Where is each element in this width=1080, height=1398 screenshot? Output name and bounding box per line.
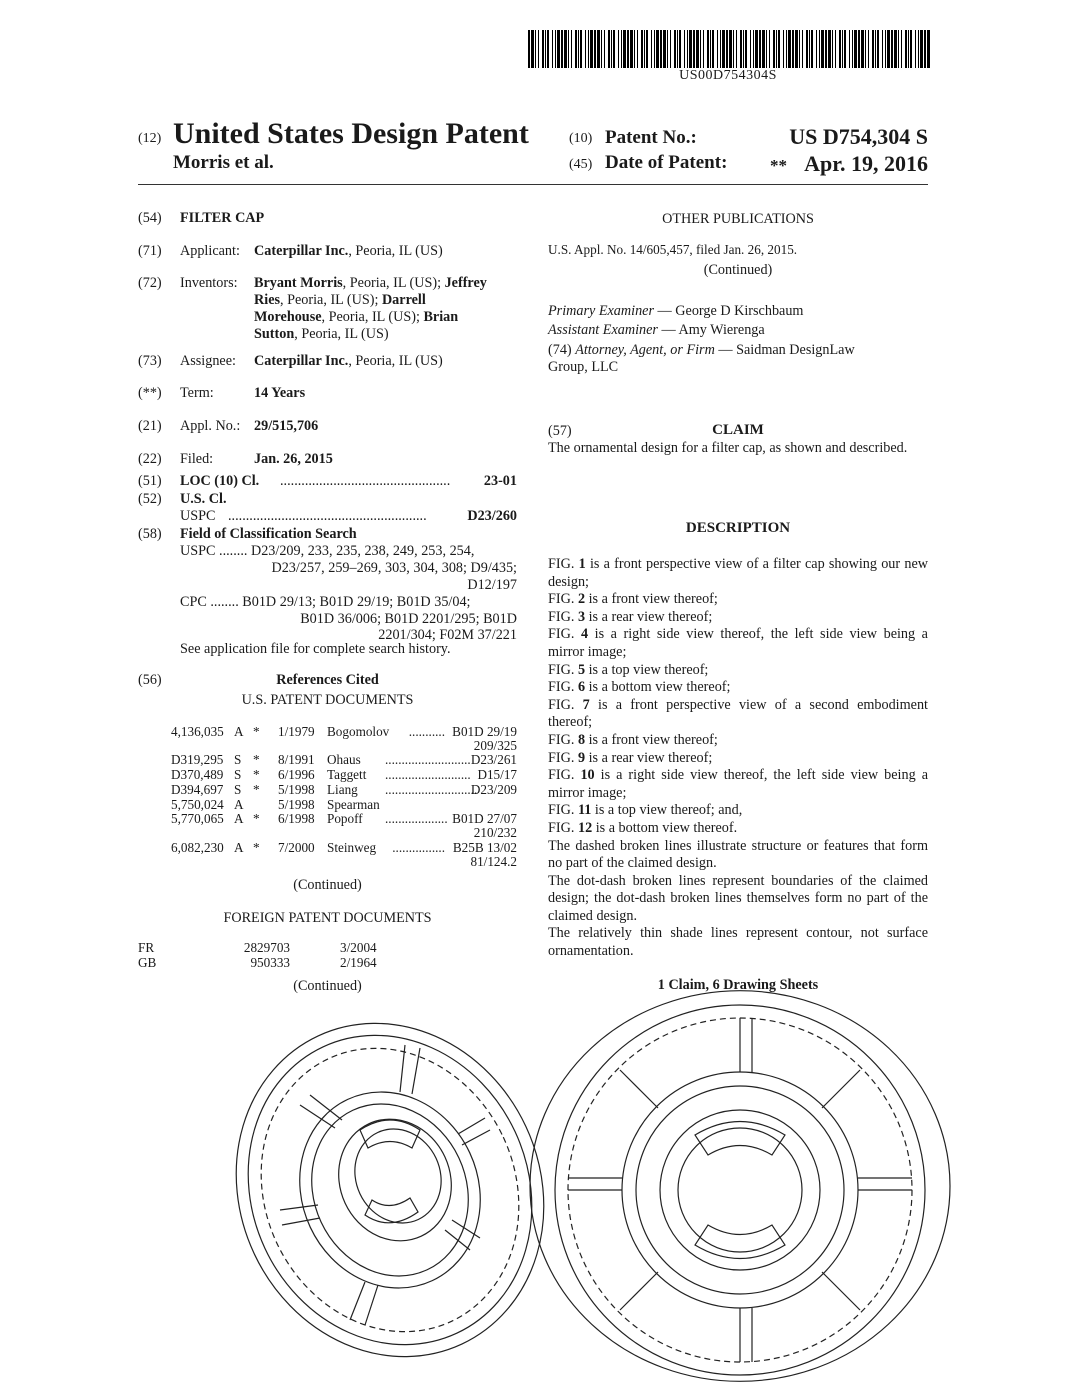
fcs-cpc-line-3: 2201/304; F02M 37/221	[378, 627, 517, 643]
inventors-label: Inventors:	[180, 275, 238, 291]
us-ref-cell: 6/1996	[278, 767, 315, 782]
foreign-ref-cell: 2829703	[243, 940, 290, 955]
barcode-bar	[528, 30, 530, 68]
us-ref-cell: 5,750,024	[171, 797, 224, 812]
filed-label: Filed:	[180, 451, 214, 467]
fcs-cpc-line-2: B01D 36/006; B01D 2201/295; B01D	[300, 611, 517, 627]
barcode-bar	[561, 30, 563, 68]
us-cl-label: U.S. Cl.	[180, 491, 227, 507]
barcode-bar	[927, 30, 930, 68]
barcode-bar	[597, 30, 600, 68]
barcode-bar	[769, 30, 770, 68]
fcs-see-note: See application file for complete search history.	[180, 641, 451, 657]
figure-description: FIG. 10 is a right side view thereof, the left side view being a mirror image;	[548, 767, 928, 801]
barcode-bar	[568, 30, 569, 68]
barcode-bar	[588, 30, 589, 68]
barcode-bar	[637, 30, 638, 68]
barcode-bar	[547, 30, 549, 68]
barcode-bar	[618, 30, 619, 68]
us-ref-cell: 81/124.2	[470, 854, 517, 869]
date-marker: **	[770, 156, 787, 175]
us-ref-cell: 5/1998	[278, 797, 315, 812]
code-54: (54)	[138, 210, 162, 226]
us-ref-cell: *	[253, 724, 260, 739]
barcode-bar	[799, 30, 800, 68]
barcode-bar	[538, 30, 539, 68]
code-10: (10)	[569, 131, 593, 146]
us-ref-cell: ................	[392, 840, 445, 855]
references-cited-label: References Cited	[276, 672, 379, 688]
barcode-bar	[887, 30, 890, 68]
barcode-bar	[854, 30, 857, 68]
barcode-bar	[700, 30, 701, 68]
barcode-bar	[819, 30, 820, 68]
barcode-bar	[604, 30, 605, 68]
barcode-bar	[755, 30, 758, 68]
barcode-bar	[901, 30, 902, 68]
patent-number: US D754,304 S	[789, 124, 928, 149]
barcode-bar	[663, 30, 666, 68]
barcode-bar	[828, 30, 831, 68]
code-45: (45)	[569, 157, 593, 172]
us-ref-cell: D15/17	[477, 767, 517, 782]
code-51: (51)	[138, 473, 162, 489]
barcode-bar	[865, 30, 866, 68]
filter-cap-drawings	[240, 1000, 940, 1390]
barcode-bar	[717, 30, 718, 68]
code-22: (22)	[138, 451, 162, 467]
claim-heading: CLAIM	[712, 422, 764, 438]
inventor-line: Bryant Morris, Peoria, IL (US); Jeffrey	[254, 275, 487, 291]
us-ref-cell: *	[253, 840, 260, 855]
foreign-ref-cell: 950333	[250, 955, 290, 970]
us-ref-cell: D370,489	[171, 767, 224, 782]
us-ref-cell: 6/1998	[278, 811, 315, 826]
figure-description: FIG. 12 is a bottom view thereof.	[548, 819, 738, 836]
fcs-uspc-line-2: D23/257, 259–269, 303, 304, 308; D9/435;	[271, 560, 517, 576]
appl-no-label: Appl. No.:	[180, 418, 241, 434]
barcode-bar	[679, 30, 681, 68]
code-52: (52)	[138, 491, 162, 507]
barcode-bar	[861, 30, 864, 68]
primary-examiner: Primary Examiner — George D Kirschbaum	[548, 303, 804, 319]
barcode-bar	[910, 30, 912, 68]
barcode-bar	[552, 30, 553, 68]
barcode-bar	[898, 30, 899, 68]
barcode-bar	[710, 30, 711, 68]
barcode-bar	[877, 30, 879, 68]
barcode-bar	[858, 30, 860, 68]
barcode-bar	[882, 30, 883, 68]
us-ref-cell: Popoff	[327, 811, 363, 826]
description-block	[548, 556, 928, 961]
barcode-bar	[670, 30, 671, 68]
barcode-bar	[594, 30, 596, 68]
assignee-value: Caterpillar Inc., Peoria, IL (US)	[254, 353, 443, 369]
description-heading: DESCRIPTION	[685, 520, 791, 536]
barcode-bar	[736, 30, 737, 68]
code-58: (58)	[138, 526, 162, 542]
barcode-bar	[545, 30, 546, 68]
barcode-bar	[674, 30, 676, 68]
barcode-bar	[601, 30, 602, 68]
foreign-ref-cell: 3/2004	[340, 940, 377, 955]
barcode-bar	[613, 30, 615, 68]
us-ref-cell: A	[234, 724, 244, 739]
barcode-bar	[564, 30, 567, 68]
filed-value: Jan. 26, 2015	[254, 451, 333, 467]
barcode-bar	[905, 30, 907, 68]
barcode-bar	[915, 30, 916, 68]
term-label: Term:	[180, 385, 214, 401]
authors: Morris et al.	[173, 152, 274, 173]
assignee-label: Assignee:	[180, 353, 236, 369]
foreign-patent-docs-label: FOREIGN PATENT DOCUMENTS	[223, 910, 432, 926]
claim-text: The ornamental design for a filter cap, as shown and described.	[548, 440, 908, 456]
attorney: (74) Attorney, Agent, or Firm — Saidman DesignLaw	[548, 342, 855, 358]
assistant-examiner: Assistant Examiner — Amy Wierenga	[548, 322, 765, 338]
us-ref-cell: Ohaus	[327, 752, 361, 767]
barcode-bar	[786, 30, 787, 68]
barcode-bar	[802, 30, 803, 68]
barcode-bar	[687, 30, 688, 68]
date-label: Date of Patent:	[605, 152, 728, 173]
barcode-bar	[693, 30, 695, 68]
barcode-bar	[750, 30, 751, 68]
us-ref-cell: 210/232	[473, 825, 517, 840]
barcode-bar	[849, 30, 850, 68]
code-12: (12)	[138, 131, 162, 146]
barcode-bar	[720, 30, 721, 68]
us-ref-cell: 5,770,065	[171, 811, 224, 826]
us-ref-cell: S	[234, 752, 242, 767]
code-57: (57)	[548, 423, 572, 439]
field-search-label: Field of Classification Search	[180, 526, 357, 542]
us-ref-cell: Liang	[327, 782, 358, 797]
barcode-bar	[740, 30, 742, 68]
continued-2: (Continued)	[293, 978, 362, 994]
barcode-bar	[590, 30, 593, 68]
us-ref-cell: Taggett	[327, 767, 367, 782]
us-ref-cell: A	[234, 811, 244, 826]
uspc-dots: ........................................................	[228, 508, 427, 524]
continued-pubs: (Continued)	[703, 262, 773, 278]
barcode-bar	[542, 30, 544, 68]
figure-description: FIG. 3 is a rear view thereof;	[548, 608, 713, 625]
barcode-bar	[654, 30, 655, 68]
barcode-bar	[611, 30, 612, 68]
barcode-number: US00D754304S	[679, 68, 777, 83]
barcode-bar	[531, 30, 534, 68]
us-appl-reference: U.S. Appl. No. 14/605,457, filed Jan. 26, 2015.	[548, 242, 798, 257]
barcode-bar	[875, 30, 876, 68]
figure-description: FIG. 7 is a front perspective view of a second embodiment thereof;	[548, 696, 928, 731]
us-ref-cell: D394,697	[171, 782, 224, 797]
barcode-bar	[835, 30, 836, 68]
us-ref-cell: *	[253, 752, 260, 767]
attorney-line-2: Group, LLC	[548, 359, 619, 375]
us-ref-cell: Spearman	[327, 797, 380, 812]
us-ref-cell: *	[253, 767, 260, 782]
claims-sheets-count: 1 Claim, 6 Drawing Sheets	[657, 977, 819, 993]
patent-type-title: United States Design Patent	[173, 117, 529, 150]
barcode-bar	[885, 30, 886, 68]
appl-no-value: 29/515,706	[254, 418, 319, 434]
barcode-bar	[924, 30, 926, 68]
figure-description: FIG. 4 is a right side view thereof, the left side view being a mirror image;	[548, 626, 928, 660]
us-ref-cell: Bogomolov	[327, 724, 390, 739]
us-ref-cell: Steinweg	[327, 840, 377, 855]
barcode-bar	[759, 30, 761, 68]
us-ref-cell: D23/261	[470, 752, 517, 767]
inventor-line: Sutton, Peoria, IL (US)	[254, 326, 389, 342]
barcode-bar	[646, 30, 648, 68]
us-ref-cell: A	[234, 840, 244, 855]
barcode-bar	[712, 30, 714, 68]
figure-description: FIG. 2 is a front view thereof;	[548, 591, 718, 608]
barcode-bar	[842, 30, 843, 68]
code-73: (73)	[138, 353, 162, 369]
loc-value: 23-01	[483, 473, 517, 489]
patent-no-label: Patent No.:	[605, 127, 697, 148]
us-ref-cell: 1/1979	[278, 724, 315, 739]
barcode-bar	[908, 30, 909, 68]
barcode-bar	[722, 30, 725, 68]
fcs-cpc-line-1: CPC ........ B01D 29/13; B01D 29/19; B01D 35/04;	[180, 594, 471, 610]
continued-1: (Continued)	[293, 877, 362, 893]
inventor-line: Morehouse, Peoria, IL (US); Brian	[254, 309, 459, 325]
barcode-bar	[608, 30, 610, 68]
figure-description: FIG. 11 is a top view thereof; and,	[548, 802, 743, 819]
other-publications-label: OTHER PUBLICATIONS	[662, 211, 814, 227]
us-ref-cell: 8/1991	[278, 752, 315, 767]
barcode-bar	[918, 30, 919, 68]
barcode-bar	[839, 30, 841, 68]
barcode-bar	[684, 30, 685, 68]
inventors-list	[254, 275, 516, 343]
date-of-patent: Apr. 19, 2016	[804, 151, 928, 176]
term-value: 14 Years	[254, 385, 306, 401]
barcode-bar	[762, 30, 765, 68]
description-para-2: The dot-dash broken lines represent boundaries of the claimed design; the dot-dash broken lines themselves form no part of the claimed design.	[548, 872, 928, 924]
figure-description: FIG. 8 is a front view thereof;	[548, 731, 718, 748]
barcode-bar	[651, 30, 652, 68]
us-ref-cell: 7/2000	[278, 840, 315, 855]
us-patent-docs-label: U.S. PATENT DOCUMENTS	[241, 692, 414, 708]
barcode-bar	[920, 30, 923, 68]
barcode-bar	[634, 30, 635, 68]
us-ref-cell: 6,082,230	[171, 840, 224, 855]
barcode-bar	[868, 30, 869, 68]
fcs-uspc-line-3: D12/197	[467, 577, 517, 593]
barcode-bar	[745, 30, 747, 68]
barcode-bar	[707, 30, 709, 68]
inventor-line: Ries, Peoria, IL (US); Darrell	[254, 292, 426, 308]
barcode-bar	[753, 30, 754, 68]
figure-description: FIG. 6 is a bottom view thereof;	[548, 679, 731, 696]
barcode-bar	[766, 30, 767, 68]
loc-label: LOC (10) Cl.	[180, 473, 260, 489]
barcode-bar	[743, 30, 744, 68]
barcode-bar	[825, 30, 827, 68]
barcode-bar	[872, 30, 874, 68]
barcode-bar	[811, 30, 813, 68]
barcode-bar	[852, 30, 853, 68]
barcode-bar	[656, 30, 659, 68]
barcode-bar	[623, 30, 626, 68]
design-title: FILTER CAP	[180, 210, 265, 226]
barcode	[528, 30, 928, 68]
description-para-3: The relatively thin shade lines represent contour, not surface ornamentation.	[548, 925, 928, 960]
barcode-bar	[891, 30, 893, 68]
code-56: (56)	[138, 672, 162, 688]
foreign-ref-cell: 2/1964	[340, 955, 377, 970]
us-ref-cell: D319,295	[171, 752, 224, 767]
fig-2-front-drawing	[530, 991, 950, 1382]
barcode-bar	[726, 30, 728, 68]
barcode-bar	[795, 30, 798, 68]
code-21: (21)	[138, 418, 162, 434]
barcode-bar	[555, 30, 556, 68]
us-ref-cell: S	[234, 767, 242, 782]
uspc-label: USPC	[180, 508, 216, 524]
barcode-bar	[788, 30, 791, 68]
us-ref-cell: ..........................	[385, 752, 471, 767]
us-ref-cell: 4,136,035	[171, 724, 224, 739]
barcode-bar	[816, 30, 817, 68]
barcode-bar	[578, 30, 579, 68]
description-para-1: The dashed broken lines illustrate structure or features that form no part of the claimed design.	[548, 837, 928, 872]
barcode-bar	[773, 30, 775, 68]
code-term: (**)	[138, 385, 162, 401]
us-ref-cell: ...........	[408, 724, 445, 739]
loc-dots: ................................................	[280, 473, 451, 489]
foreign-ref-cell: GB	[138, 955, 157, 970]
uspc-value: D23/260	[467, 508, 517, 524]
us-ref-cell: 5/1998	[278, 782, 315, 797]
header-rule	[138, 184, 928, 185]
fcs-uspc-line-1: USPC ........ D23/209, 233, 235, 238, 249, 253, 254,	[180, 543, 475, 559]
figure-description: FIG. 9 is a rear view thereof;	[548, 749, 713, 766]
barcode-bar	[644, 30, 645, 68]
us-ref-cell: ............................	[385, 782, 478, 797]
barcode-bar	[806, 30, 808, 68]
code-72: (72)	[138, 275, 162, 291]
us-ref-cell: B25B 13/02	[452, 840, 517, 855]
barcode-bar	[894, 30, 897, 68]
barcode-bar	[677, 30, 678, 68]
barcode-bar	[821, 30, 824, 68]
barcode-bar	[585, 30, 586, 68]
barcode-bar	[832, 30, 833, 68]
figure-description: FIG. 5 is a top view thereof;	[548, 661, 709, 678]
us-ref-cell: A	[234, 797, 244, 812]
barcode-bar	[809, 30, 810, 68]
barcode-bar	[630, 30, 633, 68]
figure-list	[548, 556, 928, 838]
barcode-bar	[621, 30, 622, 68]
us-ref-cell: *	[253, 811, 260, 826]
barcode-bar	[575, 30, 577, 68]
barcode-bar	[729, 30, 732, 68]
applicant-label: Applicant:	[180, 243, 240, 259]
barcode-bar	[667, 30, 668, 68]
code-71: (71)	[138, 243, 162, 259]
barcode-bar	[580, 30, 582, 68]
barcode-bar	[776, 30, 777, 68]
fig-1-perspective-drawing	[182, 973, 598, 1398]
foreign-ref-cell: FR	[138, 940, 155, 955]
us-ref-cell: B01D 29/19	[452, 724, 517, 739]
us-ref-cell: B01D 27/07	[452, 811, 517, 826]
applicant-value: Caterpillar Inc., Peoria, IL (US)	[254, 243, 443, 259]
barcode-bar	[641, 30, 643, 68]
barcode-bar	[660, 30, 662, 68]
figure-description: FIG. 1 is a front perspective view of a filter cap showing our new design;	[548, 556, 928, 590]
us-ref-cell: ...................	[385, 811, 448, 826]
barcode-bar	[733, 30, 734, 68]
barcode-bar	[557, 30, 560, 68]
barcode-bar	[696, 30, 699, 68]
us-ref-cell: 209/325	[473, 738, 517, 753]
us-ref-cell: S	[234, 782, 242, 797]
barcode-bar	[783, 30, 784, 68]
barcode-bar	[571, 30, 572, 68]
barcode-bar	[689, 30, 692, 68]
barcode-bar	[703, 30, 704, 68]
us-ref-cell: ..........................	[385, 767, 471, 782]
barcode-bar	[778, 30, 780, 68]
us-ref-cell: *	[253, 782, 260, 797]
barcode-bar	[627, 30, 629, 68]
barcode-bar	[792, 30, 794, 68]
barcode-bar	[844, 30, 846, 68]
barcode-bar	[535, 30, 536, 68]
us-ref-cell: D23/209	[470, 782, 517, 797]
